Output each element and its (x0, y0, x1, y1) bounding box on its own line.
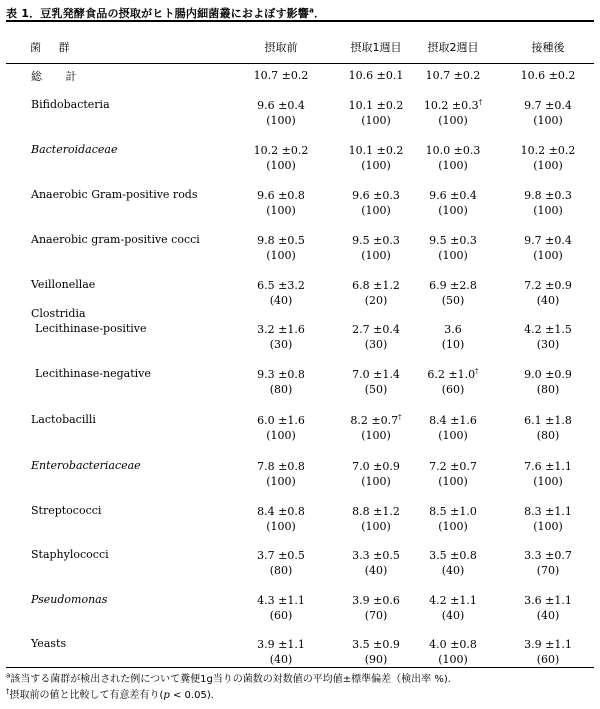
cell-value: 8.5 ±1.0 (429, 505, 477, 518)
data-cell (352, 367, 400, 397)
data-cell (257, 322, 305, 352)
cell-detection-rate: (60) (441, 383, 465, 396)
cell-detection-rate: (100) (438, 114, 468, 127)
data-cell (426, 68, 481, 83)
cell-detection-rate: (100) (361, 475, 391, 488)
cell-value: 8.4 ±0.8 (257, 505, 305, 518)
cell-value: 10.7 ±0.2 (425, 69, 481, 82)
cell-value: 10.2 ±0.2 (253, 144, 309, 157)
data-cell (524, 233, 572, 263)
cell-value: 7.6 ±1.1 (524, 460, 572, 473)
data-cell (257, 504, 305, 534)
group-label-clostridia: Clostridia (31, 307, 86, 320)
cell-value: 10.6 ±0.1 (348, 69, 404, 82)
cell-value: 3.6 (444, 323, 462, 336)
bottom-rule (6, 667, 594, 668)
cell-value: 4.3 ±1.1 (257, 594, 305, 607)
cell-value: 9.8 ±0.3 (524, 189, 572, 202)
significance-marker: † (475, 367, 479, 376)
cell-value: 9.5 ±0.3 (352, 234, 400, 247)
cell-value: 3.3 ±0.7 (524, 549, 572, 562)
footnote-a-marker: a (6, 671, 11, 680)
cell-detection-rate: (10) (441, 338, 465, 351)
data-cell (257, 637, 305, 667)
cell-value: 8.2 ±0.7† (350, 413, 402, 427)
cell-value: 7.8 ±0.8 (257, 460, 305, 473)
data-cell (524, 459, 572, 489)
cell-value: 4.2 ±1.1 (429, 594, 477, 607)
row-label: Enterobacteriaceae (31, 459, 141, 472)
cell-value: 9.3 ±0.8 (257, 368, 305, 381)
data-cell (524, 413, 572, 443)
cell-value: 3.2 ±1.6 (257, 323, 305, 336)
data-cell (524, 637, 572, 667)
data-cell (352, 637, 400, 667)
cell-value: 3.5 ±0.8 (429, 549, 477, 562)
data-cell (352, 278, 400, 308)
cell-detection-rate: (60) (269, 609, 293, 622)
cell-value: 9.6 ±0.3 (352, 189, 400, 202)
data-cell (429, 278, 477, 308)
data-cell (257, 593, 305, 623)
data-cell (524, 188, 572, 218)
cell-value: 9.8 ±0.5 (257, 234, 305, 247)
cell-detection-rate: (100) (266, 204, 296, 217)
table-row (0, 188, 600, 224)
table-row (0, 278, 600, 314)
data-cell (429, 188, 477, 218)
cell-detection-rate: (100) (266, 429, 296, 442)
data-cell (257, 98, 305, 128)
data-cell (254, 143, 309, 173)
footnote-dagger-marker: † (6, 687, 10, 696)
cell-value: 9.7 ±0.4 (524, 234, 572, 247)
cell-detection-rate: (100) (361, 159, 391, 172)
table-row (0, 143, 600, 179)
cell-detection-rate: (100) (438, 159, 468, 172)
data-cell (429, 413, 477, 443)
footnote-dagger: †摂取前の値と比較して有意差有り(p < 0.05). (6, 687, 214, 701)
data-cell (349, 143, 404, 173)
cell-value: 9.6 ±0.4 (257, 99, 305, 112)
row-label: Lecithinase-positive (35, 322, 147, 335)
cell-value: 6.5 ±3.2 (257, 279, 305, 292)
data-cell (352, 322, 400, 352)
column-header-week1: 摂取1週目 (350, 41, 402, 54)
row-label: Pseudomonas (31, 593, 108, 606)
table-title: 表 1．豆乳発酵食品の摂取がヒト腸内細菌叢におよぼす影響$^a$． (6, 6, 326, 20)
cell-value: 6.0 ±1.6 (257, 414, 305, 427)
row-label: Bacteroidaceae (31, 143, 118, 156)
data-cell (352, 233, 400, 263)
cell-value: 10.2 ±0.2 (520, 144, 576, 157)
column-header-week2: 摂取2週目 (427, 41, 479, 54)
cell-detection-rate: (100) (438, 520, 468, 533)
table-row (0, 548, 600, 584)
cell-detection-rate: (100) (361, 249, 391, 262)
cell-value: 2.7 ±0.4 (352, 323, 400, 336)
cell-detection-rate: (100) (533, 520, 563, 533)
p-symbol: p (163, 690, 170, 701)
table-row (0, 98, 600, 134)
data-cell (257, 278, 305, 308)
cell-detection-rate: (100) (438, 653, 468, 666)
data-cell (524, 278, 572, 308)
cell-detection-rate: (60) (536, 653, 560, 666)
column-header-group: 菌 群 (30, 41, 77, 54)
header-rule (6, 63, 594, 64)
cell-detection-rate: (50) (364, 383, 388, 396)
significance-marker: † (398, 413, 402, 422)
data-cell (429, 593, 477, 623)
data-cell (429, 637, 477, 667)
table-row (0, 504, 600, 540)
cell-detection-rate: (100) (533, 114, 563, 127)
data-cell (352, 593, 400, 623)
data-cell (524, 504, 572, 534)
data-cell (349, 98, 404, 128)
cell-value: 3.9 ±1.1 (524, 638, 572, 651)
cell-detection-rate: (80) (536, 383, 560, 396)
row-label: Veillonellae (31, 278, 96, 291)
column-header-after: 接種後 (531, 41, 565, 54)
data-cell (349, 68, 404, 83)
data-cell (429, 459, 477, 489)
significance-marker: † (478, 98, 483, 107)
data-cell (524, 367, 572, 397)
cell-detection-rate: (100) (266, 159, 296, 172)
cell-value: 9.6 ±0.4 (429, 189, 477, 202)
cell-value: 9.0 ±0.9 (524, 368, 572, 381)
cell-detection-rate: (30) (269, 338, 293, 351)
data-cell (257, 413, 305, 443)
table-row (0, 233, 600, 269)
cell-detection-rate: (100) (266, 520, 296, 533)
cell-value: 3.6 ±1.1 (524, 594, 572, 607)
data-cell (350, 413, 401, 443)
cell-detection-rate: (100) (361, 429, 391, 442)
table-row (0, 459, 600, 495)
cell-detection-rate: (70) (364, 609, 388, 622)
cell-value: 10.7 ±0.2 (253, 69, 309, 82)
cell-detection-rate: (100) (361, 114, 391, 127)
data-cell (524, 593, 572, 623)
cell-value: 3.3 ±0.5 (352, 549, 400, 562)
table-row (0, 367, 600, 403)
cell-value: 4.2 ±1.5 (524, 323, 572, 336)
cell-detection-rate: (70) (536, 564, 560, 577)
data-cell (427, 367, 478, 397)
row-label: Streptococci (31, 504, 102, 517)
table-row (0, 413, 600, 449)
cell-detection-rate: (40) (269, 294, 293, 307)
data-cell (257, 459, 305, 489)
row-label: Bifidobacteria (31, 98, 110, 111)
top-rule (6, 20, 594, 22)
cell-value: 10.1 ±0.2 (348, 99, 404, 112)
cell-value: 3.5 ±0.9 (352, 638, 400, 651)
data-cell (424, 98, 482, 128)
footnote-a: $^a$該当する菌群が検出された例について糞便1g当りの菌数の対数値の平均値±標準偏差（検出率 %). (6, 671, 451, 685)
cell-value: 8.4 ±1.6 (429, 414, 477, 427)
cell-detection-rate: (40) (269, 653, 293, 666)
row-label: Anaerobic Gram-positive rods (31, 188, 198, 201)
cell-detection-rate: (100) (266, 249, 296, 262)
cell-value: 8.8 ±1.2 (352, 505, 400, 518)
cell-detection-rate: (100) (533, 159, 563, 172)
row-label: Lecithinase-negative (35, 367, 151, 380)
table-row (0, 322, 600, 358)
data-cell (352, 459, 400, 489)
cell-detection-rate: (100) (266, 475, 296, 488)
cell-detection-rate: (100) (361, 204, 391, 217)
cell-value: 7.0 ±0.9 (352, 460, 400, 473)
data-cell (352, 188, 400, 218)
data-cell (521, 143, 576, 173)
cell-detection-rate: (20) (364, 294, 388, 307)
cell-detection-rate: (80) (269, 564, 293, 577)
table-row (0, 593, 600, 629)
cell-detection-rate: (40) (441, 609, 465, 622)
cell-detection-rate: (100) (438, 249, 468, 262)
data-cell (429, 504, 477, 534)
cell-value: 6.2 ±1.0† (427, 367, 479, 381)
data-cell (254, 68, 309, 83)
row-label: Yeasts (31, 637, 67, 650)
data-cell (352, 548, 400, 578)
cell-value: 6.8 ±1.2 (352, 279, 400, 292)
cell-detection-rate: (100) (438, 475, 468, 488)
data-cell (257, 367, 305, 397)
data-cell (524, 322, 572, 352)
data-cell (521, 68, 576, 83)
data-cell (524, 98, 572, 128)
cell-detection-rate: (80) (536, 429, 560, 442)
cell-value: 4.0 ±0.8 (429, 638, 477, 651)
title-footnote-marker: a (309, 6, 315, 15)
data-cell (352, 504, 400, 534)
cell-detection-rate: (80) (269, 383, 293, 396)
cell-detection-rate: (100) (438, 204, 468, 217)
row-label: 総 計 (31, 70, 87, 83)
cell-value: 7.2 ±0.9 (524, 279, 572, 292)
cell-value: 6.1 ±1.8 (524, 414, 572, 427)
cell-detection-rate: (100) (266, 114, 296, 127)
cell-detection-rate: (100) (533, 475, 563, 488)
data-cell (257, 548, 305, 578)
cell-value: 9.5 ±0.3 (429, 234, 477, 247)
cell-value: 6.9 ±2.8 (429, 279, 477, 292)
cell-detection-rate: (100) (361, 520, 391, 533)
cell-detection-rate: (90) (364, 653, 388, 666)
data-cell (442, 322, 465, 352)
cell-detection-rate: (30) (536, 338, 560, 351)
cell-detection-rate: (50) (441, 294, 465, 307)
cell-detection-rate: (40) (364, 564, 388, 577)
cell-detection-rate: (100) (533, 249, 563, 262)
cell-detection-rate: (40) (441, 564, 465, 577)
cell-value: 10.0 ±0.3 (425, 144, 481, 157)
cell-detection-rate: (40) (536, 609, 560, 622)
cell-value: 3.7 ±0.5 (257, 549, 305, 562)
row-label: Lactobacilli (31, 413, 96, 426)
cell-value: 7.2 ±0.7 (429, 460, 477, 473)
data-cell (429, 233, 477, 263)
data-cell (257, 233, 305, 263)
cell-detection-rate: (40) (536, 294, 560, 307)
cell-value: 3.9 ±1.1 (257, 638, 305, 651)
cell-detection-rate: (100) (438, 429, 468, 442)
data-cell (426, 143, 481, 173)
data-cell (257, 188, 305, 218)
cell-value: 10.2 ±0.3† (423, 98, 483, 112)
cell-value: 9.7 ±0.4 (524, 99, 572, 112)
cell-value: 10.1 ±0.2 (348, 144, 404, 157)
row-label: Anaerobic gram-positive cocci (31, 233, 200, 246)
cell-value: 10.6 ±0.2 (520, 69, 576, 82)
cell-value: 7.0 ±1.4 (352, 368, 400, 381)
row-label: Staphylococci (31, 548, 109, 561)
data-cell (429, 548, 477, 578)
cell-value: 8.3 ±1.1 (524, 505, 572, 518)
cell-detection-rate: (100) (533, 204, 563, 217)
data-cell (524, 548, 572, 578)
cell-value: 9.6 ±0.8 (257, 189, 305, 202)
cell-detection-rate: (30) (364, 338, 388, 351)
column-header-before: 摂取前 (264, 41, 298, 54)
cell-value: 3.9 ±0.6 (352, 594, 400, 607)
